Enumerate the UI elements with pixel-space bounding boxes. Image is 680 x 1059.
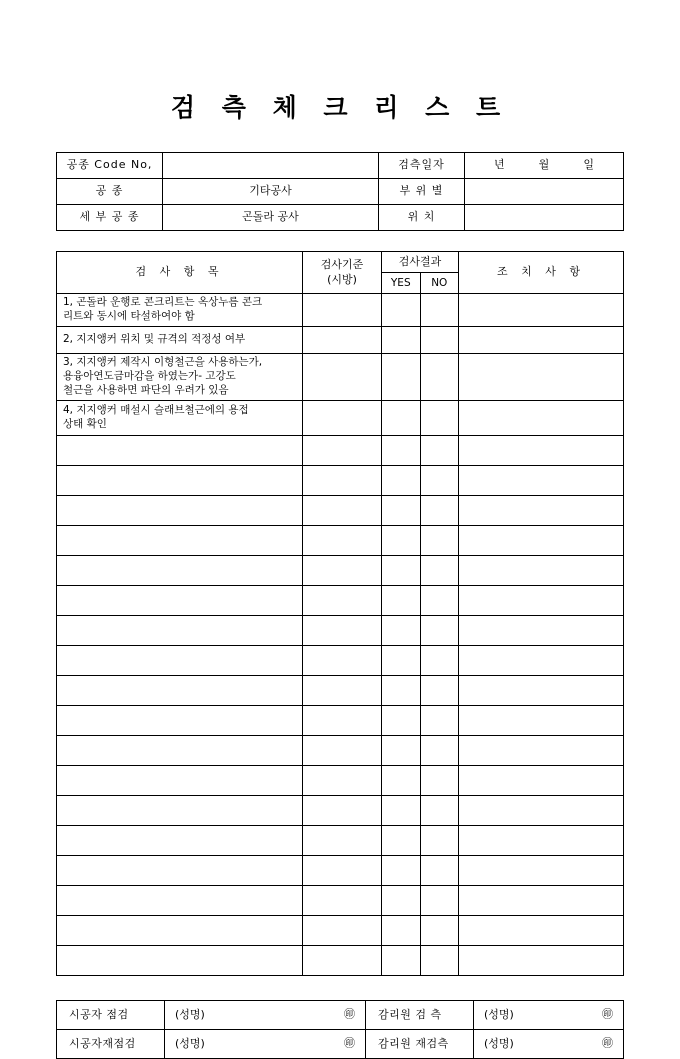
table-row <box>57 586 624 616</box>
checklist-no-blank[interactable] <box>420 706 459 736</box>
checklist-action-blank[interactable] <box>459 856 624 886</box>
checklist-standard-blank[interactable] <box>303 886 382 916</box>
checklist-yes-blank[interactable] <box>382 856 421 886</box>
checklist-no-blank[interactable] <box>420 466 459 496</box>
checklist-item-blank[interactable] <box>57 466 303 496</box>
checklist-standard-blank[interactable] <box>303 526 382 556</box>
checklist-yes-blank[interactable] <box>382 646 421 676</box>
checklist-standard-blank[interactable] <box>303 466 382 496</box>
seal-icon: ㊞ <box>602 1007 613 1021</box>
work-type-label: 공 종 <box>57 179 163 205</box>
table-row <box>57 496 624 526</box>
checklist-item-2[interactable] <box>57 327 303 354</box>
checklist-no-blank[interactable] <box>420 766 459 796</box>
seal-icon: ㊞ <box>344 1007 355 1021</box>
table-row <box>57 946 624 976</box>
checklist-item-blank[interactable] <box>57 826 303 856</box>
table-row <box>57 826 624 856</box>
contractor-check-name[interactable] <box>165 1001 366 1030</box>
checklist-yes-3[interactable] <box>382 354 421 401</box>
col-header-item: 검 사 항 목 <box>57 252 303 294</box>
checklist-standard-blank[interactable] <box>303 706 382 736</box>
work-code-label: 공종 Code No, <box>57 153 163 179</box>
table-row <box>57 436 624 466</box>
checklist-action-blank[interactable] <box>459 706 624 736</box>
checklist-no-1[interactable] <box>420 294 459 327</box>
checklist-no-blank[interactable] <box>420 886 459 916</box>
inspection-date-value[interactable] <box>465 153 624 179</box>
checklist-standard-blank[interactable] <box>303 676 382 706</box>
supervisor-check-name-text: (성명) <box>484 1007 514 1021</box>
checklist-item-4[interactable] <box>57 401 303 436</box>
checklist-action-blank[interactable] <box>459 586 624 616</box>
checklist-standard-1[interactable] <box>303 294 382 327</box>
table-row <box>57 916 624 946</box>
checklist-yes-blank[interactable] <box>382 886 421 916</box>
checklist-item-2-line1: 2, 지지앵커 위치 및 규격의 적정성 여부 <box>63 333 246 346</box>
checklist-standard-blank[interactable] <box>303 916 382 946</box>
table-row <box>57 676 624 706</box>
work-code-value[interactable] <box>163 153 379 179</box>
table-row <box>57 796 624 826</box>
checklist-item-3-line3: 철근을 사용하면 파단의 우려가 있음 <box>63 383 229 396</box>
location-label: 위 치 <box>379 205 465 231</box>
checklist-table <box>56 251 624 976</box>
checklist-standard-blank[interactable] <box>303 616 382 646</box>
checklist-standard-blank[interactable] <box>303 556 382 586</box>
checklist-item-blank[interactable] <box>57 616 303 646</box>
checklist-yes-blank[interactable] <box>382 586 421 616</box>
checklist-item-1[interactable] <box>57 294 303 327</box>
checklist-action-blank[interactable] <box>459 796 624 826</box>
location-value[interactable] <box>465 205 624 231</box>
checklist-standard-blank[interactable] <box>303 736 382 766</box>
checklist-action-blank[interactable] <box>459 436 624 466</box>
checklist-yes-blank[interactable] <box>382 736 421 766</box>
checklist-action-blank[interactable] <box>459 736 624 766</box>
checklist-yes-blank[interactable] <box>382 526 421 556</box>
col-header-standard-line2: (시방) <box>327 272 357 286</box>
checklist-action-blank[interactable] <box>459 616 624 646</box>
checklist-yes-blank[interactable] <box>382 616 421 646</box>
checklist-yes-blank[interactable] <box>382 676 421 706</box>
table-row <box>57 466 624 496</box>
detail-work-label: 세 부 공 종 <box>57 205 163 231</box>
checklist-yes-blank[interactable] <box>382 826 421 856</box>
supervisor-check-name[interactable] <box>474 1001 624 1030</box>
checklist-item-blank[interactable] <box>57 496 303 526</box>
page-title: 검 측 체 크 리 스 트 <box>170 93 510 122</box>
checklist-action-blank[interactable] <box>459 826 624 856</box>
table-row <box>57 179 624 205</box>
header-info-table <box>56 152 624 231</box>
checklist-standard-blank[interactable] <box>303 826 382 856</box>
checklist-body <box>57 294 624 436</box>
inspection-date-label: 검측일자 <box>379 153 465 179</box>
checklist-action-blank[interactable] <box>459 766 624 796</box>
seal-icon: ㊞ <box>344 1036 355 1050</box>
checklist-no-blank[interactable] <box>420 676 459 706</box>
date-day: 일 <box>583 158 594 172</box>
table-row <box>57 153 624 179</box>
work-type-value[interactable]: 기타공사 <box>163 179 379 205</box>
checklist-item-blank[interactable] <box>57 586 303 616</box>
table-row <box>57 706 624 736</box>
checklist-yes-blank[interactable] <box>382 946 421 976</box>
table-row <box>57 354 624 401</box>
checklist-item-3-line2: 용융아연도금마감을 하였는가- 고강도 <box>63 370 236 383</box>
checklist-no-blank[interactable] <box>420 496 459 526</box>
checklist-no-blank[interactable] <box>420 856 459 886</box>
checklist-item-blank[interactable] <box>57 556 303 586</box>
checklist-yes-blank[interactable] <box>382 556 421 586</box>
checklist-item-blank[interactable] <box>57 526 303 556</box>
col-header-no: NO <box>420 273 459 294</box>
supervisor-recheck-name[interactable] <box>474 1030 624 1059</box>
table-row <box>57 616 624 646</box>
contractor-recheck-label: 시공자재점검 <box>57 1030 165 1059</box>
table-row <box>57 886 624 916</box>
checklist-item-3-line1: 3, 지지앵커 제작시 이형철근을 사용하는가, <box>63 356 263 369</box>
table-row <box>57 252 624 273</box>
checklist-yes-blank[interactable] <box>382 466 421 496</box>
checklist-no-blank[interactable] <box>420 826 459 856</box>
checklist-action-blank[interactable] <box>459 916 624 946</box>
checklist-item-blank[interactable] <box>57 916 303 946</box>
date-month: 월 <box>538 158 550 172</box>
checklist-item-blank[interactable] <box>57 646 303 676</box>
checklist-yes-2[interactable] <box>382 327 421 354</box>
checklist-item-blank[interactable] <box>57 676 303 706</box>
checklist-yes-blank[interactable] <box>382 496 421 526</box>
part-label: 부 위 별 <box>379 179 465 205</box>
checklist-no-2[interactable] <box>420 327 459 354</box>
checklist-item-4-line2: 상태 확인 <box>63 418 107 430</box>
col-header-action: 조 치 사 항 <box>459 252 624 294</box>
table-row <box>57 1001 624 1030</box>
checklist-item-blank[interactable] <box>57 856 303 886</box>
table-row <box>57 766 624 796</box>
checklist-no-4[interactable] <box>420 401 459 436</box>
checklist-action-blank[interactable] <box>459 496 624 526</box>
checklist-no-blank[interactable] <box>420 646 459 676</box>
signature-table <box>56 1000 624 1059</box>
col-header-yes: YES <box>382 273 421 294</box>
checklist-no-blank[interactable] <box>420 946 459 976</box>
checklist-item-4-line1: 4, 지지앵커 매설시 슬래브철근에의 용접 <box>63 404 249 417</box>
checklist-yes-4[interactable] <box>382 401 421 436</box>
table-row <box>57 327 624 354</box>
checklist-item-blank[interactable] <box>57 886 303 916</box>
checklist-item-blank[interactable] <box>57 946 303 976</box>
table-row <box>57 736 624 766</box>
checklist-yes-blank[interactable] <box>382 436 421 466</box>
checklist-action-4[interactable] <box>459 401 624 436</box>
checklist-standard-blank[interactable] <box>303 946 382 976</box>
contractor-recheck-name[interactable] <box>165 1030 366 1059</box>
checklist-item-blank[interactable] <box>57 706 303 736</box>
detail-work-value[interactable]: 곤돌라 공사 <box>163 205 379 231</box>
checklist-yes-1[interactable] <box>382 294 421 327</box>
checklist-yes-blank[interactable] <box>382 916 421 946</box>
checklist-action-blank[interactable] <box>459 886 624 916</box>
contractor-check-label: 시공자 점검 <box>57 1001 165 1030</box>
checklist-no-3[interactable] <box>420 354 459 401</box>
document-page <box>0 88 680 1050</box>
table-row <box>57 205 624 231</box>
checklist-no-blank[interactable] <box>420 436 459 466</box>
seal-icon: ㊞ <box>602 1036 613 1050</box>
checklist-standard-blank[interactable] <box>303 766 382 796</box>
checklist-action-2[interactable] <box>459 327 624 354</box>
checklist-header <box>57 252 624 294</box>
checklist-standard-blank[interactable] <box>303 496 382 526</box>
contractor-check-name-text: (성명) <box>175 1007 205 1021</box>
checklist-item-blank[interactable] <box>57 766 303 796</box>
checklist-action-blank[interactable] <box>459 466 624 496</box>
checklist-action-blank[interactable] <box>459 946 624 976</box>
checklist-standard-2[interactable] <box>303 327 382 354</box>
checklist-yes-blank[interactable] <box>382 706 421 736</box>
checklist-standard-3[interactable] <box>303 354 382 401</box>
checklist-standard-blank[interactable] <box>303 796 382 826</box>
col-header-standard-line1: 검사기준 <box>320 258 364 272</box>
checklist-action-3[interactable] <box>459 354 624 401</box>
col-header-standard <box>303 252 382 294</box>
table-row <box>57 401 624 436</box>
date-year: 년 <box>494 158 505 172</box>
checklist-no-blank[interactable] <box>420 526 459 556</box>
table-row <box>57 294 624 327</box>
checklist-item-1-line2: 리트와 동시에 타설하여야 함 <box>63 310 195 322</box>
part-value[interactable] <box>465 179 624 205</box>
checklist-no-blank[interactable] <box>420 796 459 826</box>
table-row <box>57 856 624 886</box>
checklist-no-blank[interactable] <box>420 736 459 766</box>
checklist-action-blank[interactable] <box>459 556 624 586</box>
checklist-action-blank[interactable] <box>459 676 624 706</box>
checklist-action-blank[interactable] <box>459 646 624 676</box>
table-row <box>57 556 624 586</box>
checklist-action-blank[interactable] <box>459 526 624 556</box>
checklist-standard-blank[interactable] <box>303 646 382 676</box>
checklist-item-blank[interactable] <box>57 796 303 826</box>
checklist-item-blank[interactable] <box>57 736 303 766</box>
table-row <box>57 526 624 556</box>
checklist-no-blank[interactable] <box>420 616 459 646</box>
table-row <box>57 1030 624 1059</box>
table-row <box>57 646 624 676</box>
checklist-no-blank[interactable] <box>420 556 459 586</box>
supervisor-check-label: 감리원 검 측 <box>366 1001 474 1030</box>
checklist-standard-blank[interactable] <box>303 436 382 466</box>
checklist-empty-rows <box>57 436 624 976</box>
checklist-no-blank[interactable] <box>420 916 459 946</box>
checklist-no-blank[interactable] <box>420 586 459 616</box>
checklist-item-blank[interactable] <box>57 436 303 466</box>
checklist-standard-blank[interactable] <box>303 586 382 616</box>
contractor-recheck-name-text: (성명) <box>175 1036 205 1050</box>
checklist-standard-blank[interactable] <box>303 856 382 886</box>
checklist-yes-blank[interactable] <box>382 766 421 796</box>
supervisor-recheck-label: 감리원 재검측 <box>366 1030 474 1059</box>
checklist-item-3[interactable] <box>57 354 303 401</box>
checklist-action-1[interactable] <box>459 294 624 327</box>
col-header-result: 검사결과 <box>382 252 459 273</box>
supervisor-recheck-name-text: (성명) <box>484 1036 514 1050</box>
checklist-standard-4[interactable] <box>303 401 382 436</box>
checklist-item-1-line1: 1, 곤돌라 운행로 콘크리트는 옥상누름 콘크 <box>63 296 263 309</box>
checklist-yes-blank[interactable] <box>382 796 421 826</box>
